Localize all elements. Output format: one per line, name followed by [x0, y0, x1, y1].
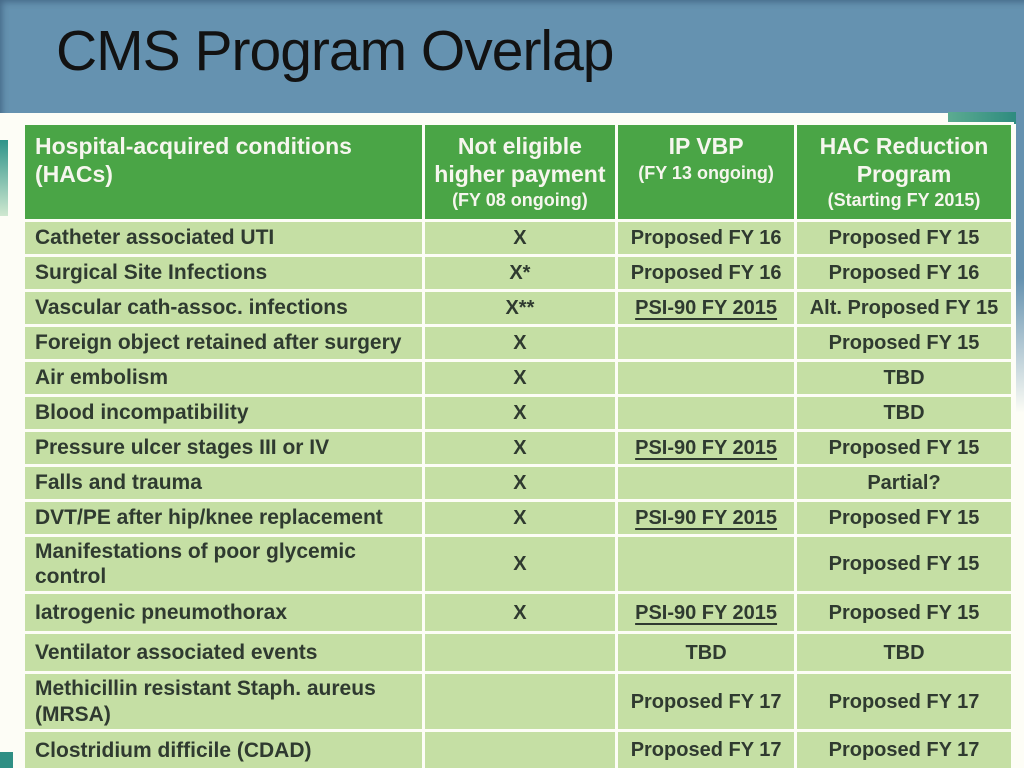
- table-row: [25, 502, 1011, 534]
- hac-program-cell: Proposed FY 16: [797, 257, 1011, 289]
- not-eligible-cell: [425, 634, 616, 671]
- condition-cell: Blood incompatibility: [25, 397, 422, 429]
- header-cell-ip-vbp: [618, 125, 794, 219]
- ip-vbp-cell: Proposed FY 16: [618, 222, 794, 254]
- hac-program-cell: Partial?: [797, 467, 1011, 499]
- condition-cell: Ventilator associated events: [25, 634, 422, 671]
- table-row: [25, 732, 1011, 768]
- header-cell-not-eligible: [425, 125, 616, 219]
- ip-vbp-cell: Proposed FY 16: [618, 257, 794, 289]
- table-row: [25, 257, 1011, 289]
- condition-cell: Clostridium difficile (CDAD): [25, 732, 422, 768]
- not-eligible-cell: X: [425, 222, 616, 254]
- hac-program-cell: Proposed FY 17: [797, 674, 1011, 728]
- header-cell-conditions: [25, 125, 422, 219]
- condition-cell: Surgical Site Infections: [25, 257, 422, 289]
- hac-program-cell: Alt. Proposed FY 15: [797, 292, 1011, 324]
- condition-cell: Vascular cath-assoc. infections: [25, 292, 422, 324]
- condition-cell: Methicillin resistant Staph. aureus (MRSA): [25, 674, 422, 728]
- condition-cell: Catheter associated UTI: [25, 222, 422, 254]
- table-row: [25, 432, 1011, 464]
- not-eligible-cell: X: [425, 327, 616, 359]
- ip-vbp-cell: PSI-90 FY 2015: [618, 292, 794, 324]
- ip-vbp-cell: [618, 537, 794, 591]
- table-row: [25, 634, 1011, 671]
- hac-program-cell: Proposed FY 15: [797, 502, 1011, 534]
- not-eligible-cell: X**: [425, 292, 616, 324]
- right-edge-strip: [1016, 113, 1024, 413]
- not-eligible-cell: X*: [425, 257, 616, 289]
- table-row: [25, 362, 1011, 394]
- corner-accent: [0, 752, 13, 768]
- not-eligible-cell: X: [425, 594, 616, 631]
- hac-program-cell: TBD: [797, 362, 1011, 394]
- ip-vbp-cell: PSI-90 FY 2015: [618, 432, 794, 464]
- not-eligible-cell: X: [425, 467, 616, 499]
- not-eligible-cell: X: [425, 362, 616, 394]
- header-cell-hac-reduction: [797, 125, 1011, 219]
- hac-program-cell: Proposed FY 15: [797, 594, 1011, 631]
- table-row: [25, 292, 1011, 324]
- condition-cell: Air embolism: [25, 362, 422, 394]
- not-eligible-cell: [425, 674, 616, 728]
- header-not-eligible-title: Not eligible higher payment: [434, 133, 606, 187]
- table-row: [25, 537, 1011, 591]
- hac-program-cell: TBD: [797, 397, 1011, 429]
- hac-program-cell: Proposed FY 15: [797, 537, 1011, 591]
- hac-program-cell: Proposed FY 17: [797, 732, 1011, 768]
- hac-program-cell: Proposed FY 15: [797, 222, 1011, 254]
- ip-vbp-cell: Proposed FY 17: [618, 674, 794, 728]
- ip-vbp-cell: Proposed FY 17: [618, 732, 794, 768]
- condition-cell: Iatrogenic pneumothorax: [25, 594, 422, 631]
- slide-title: CMS Program Overlap: [56, 19, 614, 83]
- header-hac-reduction-subtitle: (Starting FY 2015): [827, 190, 981, 211]
- table-row: [25, 594, 1011, 631]
- condition-cell: Manifestations of poor glycemic control: [25, 537, 422, 591]
- header-ip-vbp-subtitle: (FY 13 ongoing): [638, 162, 774, 183]
- condition-cell: Pressure ulcer stages III or IV: [25, 432, 422, 464]
- condition-cell: Falls and trauma: [25, 467, 422, 499]
- header-not-eligible-subtitle: (FY 08 ongoing): [452, 190, 588, 211]
- table-header-row: [25, 125, 1011, 219]
- hac-program-cell: Proposed FY 15: [797, 327, 1011, 359]
- ip-vbp-cell: TBD: [618, 634, 794, 671]
- table-row: [25, 327, 1011, 359]
- table-row: [25, 222, 1011, 254]
- title-band: [0, 0, 1024, 113]
- left-accent-bar: [0, 140, 8, 216]
- condition-cell: DVT/PE after hip/knee replacement: [25, 502, 422, 534]
- not-eligible-cell: X: [425, 502, 616, 534]
- header-ip-vbp-title: IP VBP: [668, 133, 744, 159]
- ip-vbp-cell: PSI-90 FY 2015: [618, 502, 794, 534]
- table-row: [25, 467, 1011, 499]
- ip-vbp-cell: [618, 362, 794, 394]
- table-row: [25, 397, 1011, 429]
- header-conditions-title: Hospital-acquired conditions (HACs): [35, 133, 352, 187]
- not-eligible-cell: [425, 732, 616, 768]
- hac-overlap-table: [22, 122, 1014, 768]
- not-eligible-cell: X: [425, 537, 616, 591]
- hac-program-cell: TBD: [797, 634, 1011, 671]
- not-eligible-cell: X: [425, 432, 616, 464]
- table-row: [25, 674, 1011, 728]
- condition-cell: Foreign object retained after surgery: [25, 327, 422, 359]
- header-hac-reduction-title: HAC Reduction Program: [819, 133, 989, 187]
- ip-vbp-cell: [618, 467, 794, 499]
- not-eligible-cell: X: [425, 397, 616, 429]
- ip-vbp-cell: [618, 397, 794, 429]
- ip-vbp-cell: [618, 327, 794, 359]
- hac-program-cell: Proposed FY 15: [797, 432, 1011, 464]
- ip-vbp-cell: PSI-90 FY 2015: [618, 594, 794, 631]
